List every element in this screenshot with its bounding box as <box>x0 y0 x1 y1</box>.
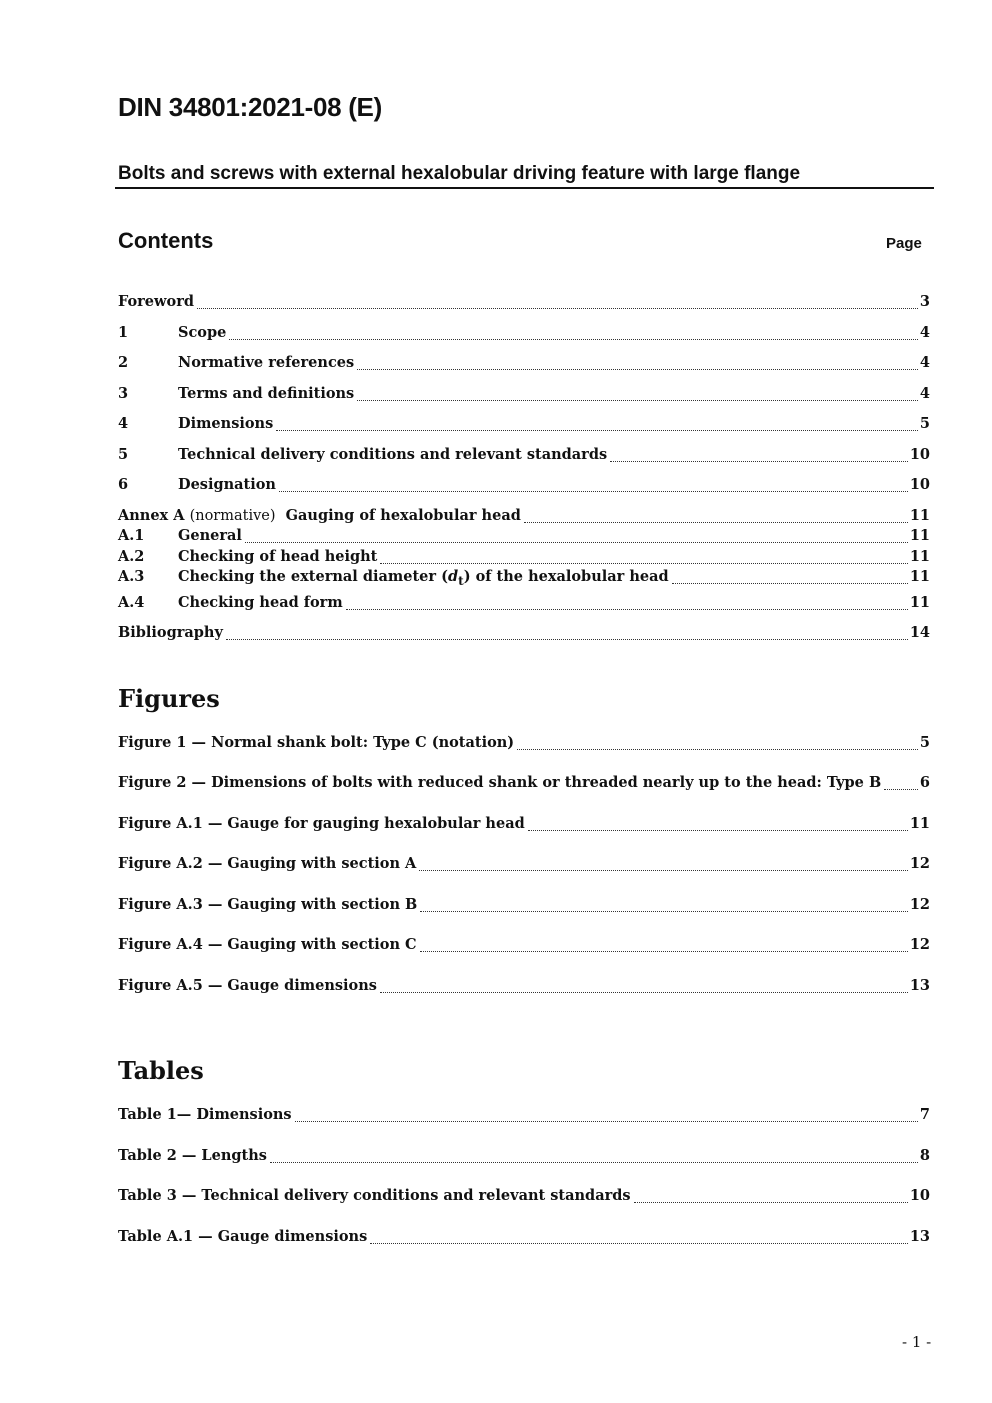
toc-entry-number: A.2 <box>118 548 145 565</box>
toc-entry-dimensions[interactable] <box>118 415 930 435</box>
toc-entry-page: 11 <box>909 507 930 524</box>
table-entry-1[interactable] <box>118 1106 930 1126</box>
figure-entry-page: 11 <box>909 815 930 832</box>
toc-entry-page: 11 <box>909 594 930 611</box>
dot-leader <box>226 638 908 640</box>
figure-entry-a5[interactable] <box>118 977 930 997</box>
toc-entry-label: Normative references <box>178 354 355 371</box>
label-part: Checking the external diameter ( <box>178 568 448 585</box>
dot-leader <box>346 608 908 610</box>
toc-entry-foreword[interactable] <box>118 293 930 313</box>
toc-entry-a1-general[interactable] <box>118 527 930 547</box>
toc-entry-number: 1 <box>118 324 129 341</box>
table-entry-label: Table A.1 — Gauge dimensions <box>118 1228 368 1245</box>
dot-leader <box>295 1120 918 1122</box>
toc-entry-page: 11 <box>909 527 930 544</box>
toc-entry-a2-head-height[interactable] <box>118 548 930 568</box>
toc-entry-label: Foreword <box>118 293 194 310</box>
table-entry-2[interactable] <box>118 1147 930 1167</box>
figure-entry-label: Figure 2 — Dimensions of bolts with reduced shank or threaded nearly up to the head: Type B <box>118 774 882 791</box>
figure-entry-page: 6 <box>919 774 930 791</box>
toc-entry-label: Scope <box>178 324 227 341</box>
document-title: DIN 34801:2021-08 (E) <box>118 92 382 122</box>
figure-entry-a2[interactable] <box>118 855 930 875</box>
dot-leader <box>634 1201 908 1203</box>
figure-entry-label: Figure A.4 — Gauging with section C <box>118 936 417 953</box>
page-column-label: Page <box>886 235 922 252</box>
title-underline <box>115 187 934 189</box>
toc-entry-technical-delivery[interactable] <box>118 446 930 466</box>
figure-entry-page: 12 <box>909 936 930 953</box>
dot-leader <box>528 829 908 831</box>
dot-leader <box>517 748 918 750</box>
toc-entry-page: 14 <box>909 624 930 641</box>
toc-entry-terms-and-definitions[interactable] <box>118 385 930 405</box>
figure-entry-page: 13 <box>909 977 930 994</box>
toc-entry-label <box>118 507 521 524</box>
figure-entry-a4[interactable] <box>118 936 930 956</box>
label-part: ) of the hexalobular head <box>463 568 669 585</box>
figure-entry-page: 5 <box>919 734 930 751</box>
toc-entry-number: A.3 <box>118 568 145 585</box>
toc-entry-number: 6 <box>118 476 129 493</box>
toc-entry-number: A.4 <box>118 594 145 611</box>
dot-leader <box>197 307 918 309</box>
figure-entry-label: Figure A.2 — Gauging with section A <box>118 855 417 872</box>
figure-entry-page: 12 <box>909 896 930 913</box>
toc-entry-a3-external-diameter[interactable] <box>118 568 930 588</box>
variable-d: d <box>447 568 459 585</box>
toc-entry-label: Checking of head height <box>178 548 378 565</box>
toc-entry-page: 10 <box>909 476 930 493</box>
toc-entry-page: 4 <box>919 354 930 371</box>
dot-leader <box>270 1161 918 1163</box>
annex-title: Gauging of hexalobular head <box>285 507 521 524</box>
toc-entry-normative-references[interactable] <box>118 354 930 374</box>
toc-entry-number: 2 <box>118 354 129 371</box>
dot-leader <box>276 429 918 431</box>
toc-entry-annex-a[interactable] <box>118 507 930 527</box>
toc-entry-label: Terms and definitions <box>178 385 355 402</box>
toc-entry-designation[interactable] <box>118 476 930 496</box>
page-number: - 1 - <box>902 1333 932 1351</box>
dot-leader <box>419 869 908 871</box>
subscript-t: t <box>458 573 464 588</box>
dot-leader <box>229 338 918 340</box>
figure-entry-1[interactable] <box>118 734 930 754</box>
table-entry-page: 8 <box>919 1147 930 1164</box>
toc-entry-page: 10 <box>909 446 930 463</box>
toc-entry-page: 4 <box>919 324 930 341</box>
table-entry-label: Table 3 — Technical delivery conditions and relevant standards <box>118 1187 631 1204</box>
dot-leader <box>357 368 918 370</box>
toc-entry-label <box>178 568 669 588</box>
annex-note: (normative) <box>189 508 276 524</box>
toc-entry-number: 5 <box>118 446 129 463</box>
toc-entry-page: 5 <box>919 415 930 432</box>
toc-entry-label: General <box>178 527 242 544</box>
figure-entry-label: Figure A.1 — Gauge for gauging hexalobular head <box>118 815 525 832</box>
toc-entry-label: Designation <box>178 476 276 493</box>
toc-entry-scope[interactable] <box>118 324 930 344</box>
annex-label: Annex A <box>118 507 185 524</box>
figure-entry-page: 12 <box>909 855 930 872</box>
toc-entry-page: 11 <box>909 568 930 585</box>
figure-entry-a3[interactable] <box>118 896 930 916</box>
dot-leader <box>370 1242 908 1244</box>
toc-entry-number: 4 <box>118 415 129 432</box>
document-subtitle: Bolts and screws with external hexalobular driving feature with large flange <box>118 163 801 184</box>
dot-leader <box>420 910 908 912</box>
toc-entry-label: Technical delivery conditions and relevant standards <box>178 446 608 463</box>
figure-entry-2[interactable] <box>118 774 930 794</box>
figure-entry-label: Figure 1 — Normal shank bolt: Type C (notation) <box>118 734 515 751</box>
table-entry-3[interactable] <box>118 1187 930 1207</box>
dot-leader <box>357 399 918 401</box>
dot-leader <box>380 562 907 564</box>
figure-entry-label: Figure A.5 — Gauge dimensions <box>118 977 377 994</box>
figures-heading: Figures <box>118 684 220 713</box>
dot-leader <box>245 541 908 543</box>
dot-leader <box>610 460 908 462</box>
table-entry-a1[interactable] <box>118 1228 930 1248</box>
toc-entry-a4-head-form[interactable] <box>118 594 930 614</box>
tables-heading: Tables <box>118 1056 204 1085</box>
table-entry-label: Table 1— Dimensions <box>118 1106 292 1123</box>
dot-leader <box>279 490 908 492</box>
table-entry-label: Table 2 — Lengths <box>118 1147 267 1164</box>
toc-entry-label: Dimensions <box>178 415 274 432</box>
toc-entry-page: 3 <box>919 293 930 310</box>
dot-leader <box>524 521 908 523</box>
toc-entry-number: 3 <box>118 385 129 402</box>
toc-entry-bibliography[interactable] <box>118 624 930 644</box>
dot-leader <box>884 788 918 790</box>
table-entry-page: 10 <box>909 1187 930 1204</box>
dot-leader <box>380 991 908 993</box>
toc-entry-label: Checking head form <box>178 594 343 611</box>
dot-leader <box>672 582 908 584</box>
figure-entry-label: Figure A.3 — Gauging with section B <box>118 896 418 913</box>
contents-heading: Contents <box>118 228 214 253</box>
toc-entry-page: 11 <box>909 548 930 565</box>
figure-entry-a1[interactable] <box>118 815 930 835</box>
dot-leader <box>420 950 908 952</box>
toc-entry-number: A.1 <box>118 527 145 544</box>
toc-entry-page: 4 <box>919 385 930 402</box>
table-entry-page: 13 <box>909 1228 930 1245</box>
toc-entry-label: Bibliography <box>118 624 223 641</box>
table-entry-page: 7 <box>919 1106 930 1123</box>
